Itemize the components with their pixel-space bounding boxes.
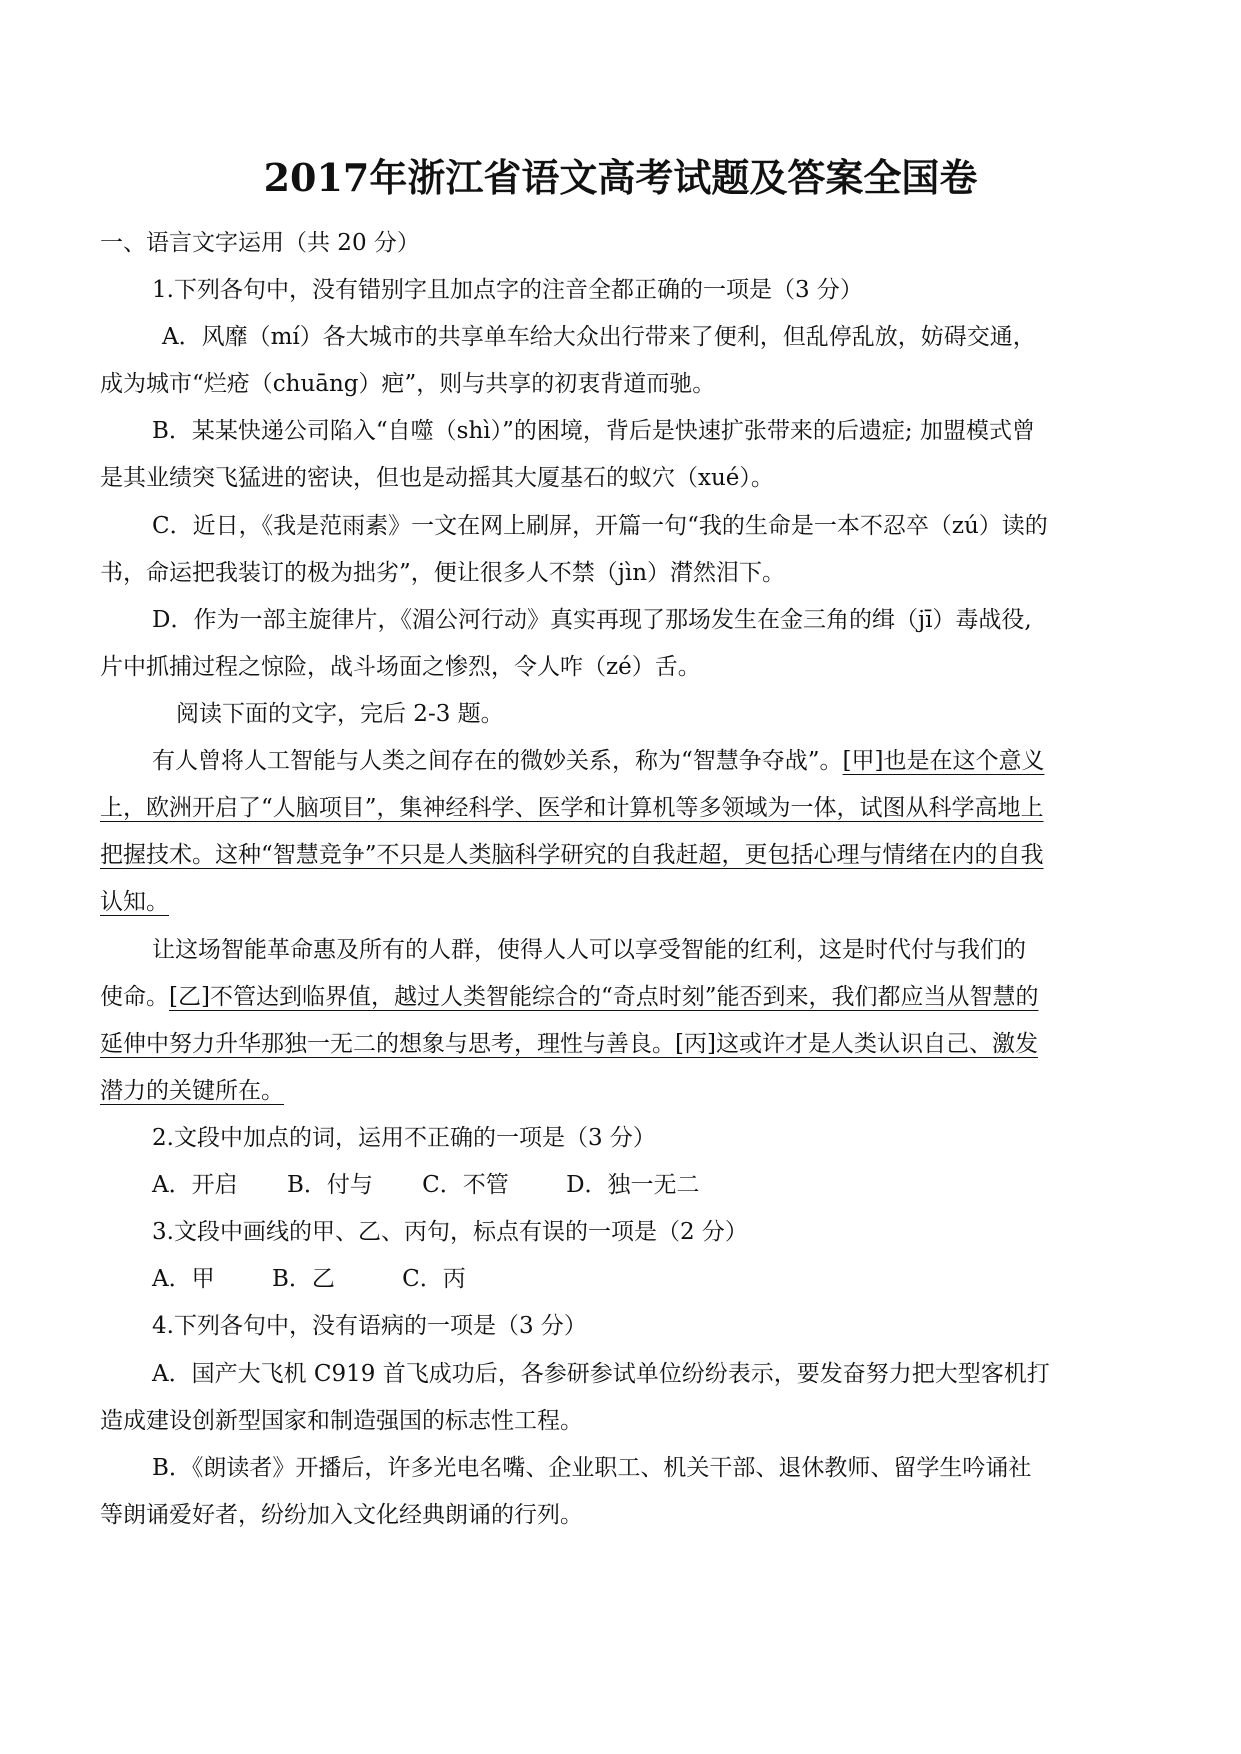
q3-option-a: A．甲: [152, 1266, 215, 1292]
q1-option-c-line1: C．近日，《我是范雨素》一文在网上刷屏，开篇一句“我的生命是一本不忍卒（zú）读的: [152, 513, 1048, 539]
q2-option-d: D．独一无二: [566, 1172, 700, 1198]
underlined-sentence-yi: [乙]不管达到临界值，越过人类智能综合的“奇点时刻”能否到来，我们都应当从智慧的: [169, 984, 1039, 1010]
passage-p2-line4: 潜力的关键所在。: [100, 1078, 284, 1104]
passage-p1-line2: 上，欧洲开启了“人脑项目”，集神经科学、医学和计算机等多领域为一体，试图从科学高地上: [100, 795, 1044, 821]
passage-p2-line2: [100, 980, 1039, 1014]
page-title: 2017年浙江省语文高考试题及答案全国卷: [263, 155, 978, 200]
passage-p2-line1: 让这场智能革命惠及所有的人群，使得人人可以享受智能的红利，这是时代付与我们的: [152, 937, 1026, 963]
q1-option-b-line2: 是其业绩突飞猛进的密诀，但也是动摇其大厦基石的蚁穴（xué）。: [100, 465, 774, 491]
passage-p1-line3: 把握技术。这种“智慧竞争”不只是人类脑科学研究的自我赶超，更包括心理与情绪在内的自我: [100, 842, 1044, 868]
q3-option-b: B．乙: [271, 1266, 335, 1292]
q4-option-a-line1: A．国产大飞机 C919 首飞成功后，各参研参试单位纷纷表示，要发奋努力把大型客机打: [152, 1361, 1050, 1387]
reading-instruction: 阅读下面的文字，完后 2-3 题。: [176, 701, 504, 727]
q1-option-c-line2: 书，命运把我装订的极为拙劣”，便让很多人不禁（jìn）潸然泪下。: [100, 560, 786, 586]
question-1-stem: 1.下列各句中，没有错别字且加点字的注音全都正确的一项是（3 分）: [152, 277, 863, 303]
question-4-stem: 4.下列各句中，没有语病的一项是（3 分）: [152, 1313, 587, 1339]
q1-option-d-line1: D．作为一部主旋律片，《湄公河行动》真实再现了那场发生在金三角的缉（jī）毒战役,: [152, 607, 1032, 633]
passage-p1-line4: 认知。: [100, 889, 169, 915]
passage-p2-line3: 延伸中努力升华那独一无二的想象与思考，理性与善良。[丙]这或许才是人类认识自己、激发: [100, 1031, 1038, 1057]
q4-option-a-line2: 造成建设创新型国家和制造强国的标志性工程。: [100, 1408, 583, 1434]
passage-p1-line1-text: 有人曾将人工智能与人类之间存在的微妙关系，称为“智慧争夺战”。: [152, 748, 843, 774]
section-heading: 一、语言文字运用（共 20 分）: [100, 230, 420, 256]
q1-option-a-line2: 成为城市“烂疮（chuāng）疤”，则与共享的初衷背道而驰。: [100, 371, 716, 397]
question-2-stem: 2.文段中加点的词，运用不正确的一项是（3 分）: [152, 1125, 656, 1151]
q2-option-c: C．不管: [422, 1172, 509, 1198]
q1-option-d-line2: 片中抓捕过程之惊险，战斗场面之惨烈，令人咋（zé）舌。: [100, 654, 701, 680]
q4-option-b-line2: 等朗诵爱好者，纷纷加入文化经典朗诵的行列。: [100, 1502, 583, 1528]
q3-option-c: C．丙: [402, 1266, 466, 1292]
q2-option-b: B．付与: [286, 1172, 373, 1198]
q4-option-b-line1: B．《朗读者》开播后，许多光电名嘴、企业职工、机关干部、退休教师、留学生吟诵社: [152, 1455, 1032, 1481]
passage-p1-line1: [152, 744, 1045, 778]
q2-option-a: A．开启: [152, 1172, 238, 1198]
question-3-options: [152, 1262, 508, 1296]
question-3-stem: 3.文段中画线的甲、乙、丙句，标点有误的一项是（2 分）: [152, 1219, 748, 1245]
q1-option-b-line1: B．某某快递公司陷入“自噬（shì）”的困境，背后是快速扩张带来的后遗症; 加盟模式曾: [152, 418, 1035, 444]
passage-p2-line2-text: 使命。: [100, 984, 169, 1010]
underlined-sentence-jia: [甲]也是在这个意义: [842, 748, 1045, 774]
question-2-options: [152, 1168, 742, 1202]
q1-option-a-line1: A．风靡（mí）各大城市的共享单车给大众出行带来了便利，但乱停乱放，妨碍交通，: [162, 324, 1036, 350]
